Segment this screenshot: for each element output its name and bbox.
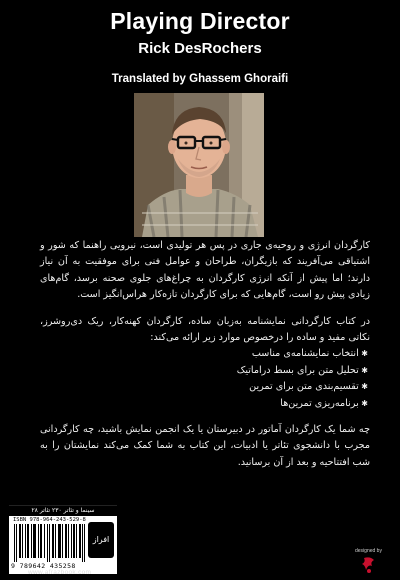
- list-item: ✱ تقسیم‌بندی متن برای تمرین: [40, 379, 370, 395]
- topics-list: [40, 346, 370, 412]
- translator-credit: Translated by Ghassem Ghoraifi: [111, 73, 289, 85]
- author-name: Rick DesRochers: [138, 40, 262, 57]
- barcode-panel: [9, 505, 117, 574]
- list-item: ✱ تحلیل متن برای بسط دراماتیک: [40, 363, 370, 379]
- publisher-website: www.afrazbook.com: [28, 569, 92, 576]
- designer-logo-icon: [360, 556, 378, 574]
- barcode-number: 9 789642 435258: [11, 562, 76, 570]
- isbn-text: ISBN 978-964-243-529-8: [13, 517, 86, 523]
- list-item: ✱ انتخاب نمایشنامه‌ی مناسب: [40, 346, 370, 362]
- series-label: سینما و تئاتر ۲۳۰ تئاتر ۲۸: [9, 506, 117, 516]
- publisher-logo: افراز: [88, 522, 114, 558]
- description-paragraph: چه شما یک کارگردان آماتور در دبیرستان یا یک انجمن نمایش باشید، چه کارگردانی مجرب با دانشجوی تئاتر یا ادبیات، این کتاب به شما کمک می‌کند نمایشتان را به شب افتتاحیه و بعد از آن برسانید.: [40, 424, 370, 468]
- description-paragraph: کارگردان انرژی و روحیه‌ی جاری در پس هر تولیدی است، نیرویی راهنما که شور و اشتیاقی می‌آفریند که بازیگران، طراحان و عوامل فنی برای موفقیت به آن نیاز دارند؛ اما پیش از آنکه انرژی کارگردان به چراغ‌های جلوی صحنه برسد، گام‌های زیادی پیش رو است، گام‌هایی که برای کارگردان تازه‌کار هراس‌انگیز است.: [40, 240, 370, 301]
- list-item: ✱ برنامه‌ریزی تمرین‌ها: [40, 396, 370, 412]
- designer-label: designed by: [355, 548, 382, 554]
- barcode-graphic: [13, 524, 87, 562]
- description-text: [40, 238, 370, 471]
- book-title: Playing Director: [110, 8, 290, 34]
- author-photo: [134, 93, 264, 237]
- description-paragraph: در کتاب کارگردانی نمایشنامه به‌زبان ساده، کارگردان کهنه‌کار، ریک دی‌روشرز، نکاتی مفید و ساده را درخصوص موارد زیر ارائه می‌کند:: [40, 315, 370, 344]
